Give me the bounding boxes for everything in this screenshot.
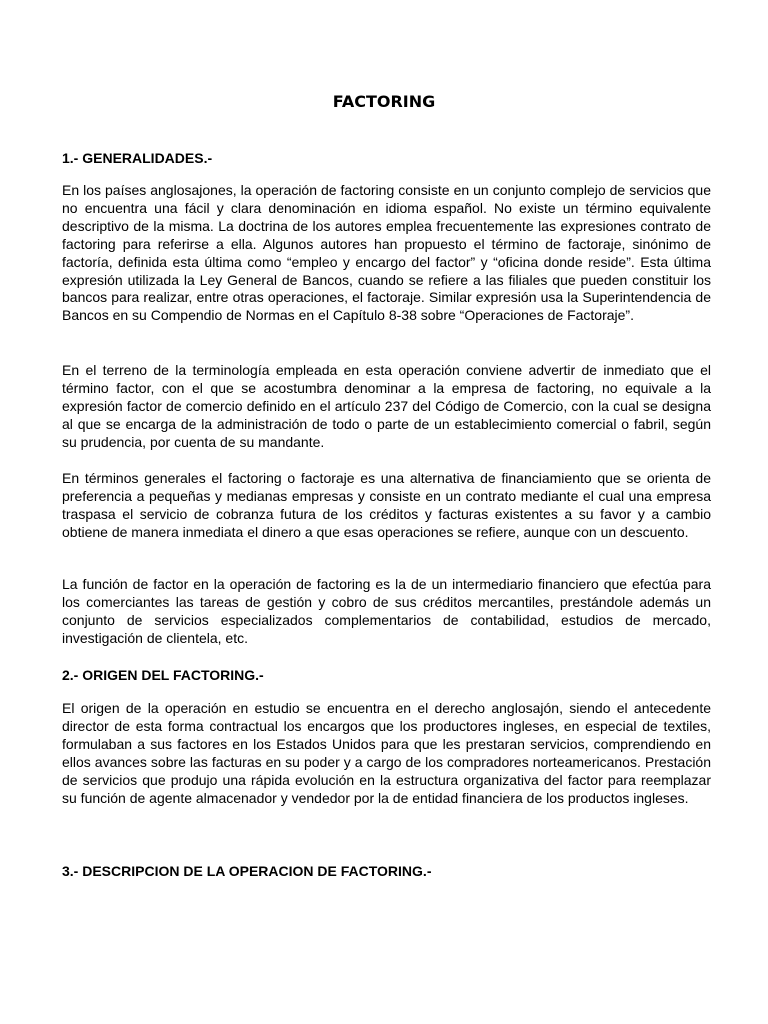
document-title: FACTORING [332, 92, 436, 111]
paragraph-origen: El origen de la operación en estudio se encuentra en el derecho anglosajón, siendo el antecedente director de esta forma contractual los encargos que los productores ingleses, en especial de textiles, formulaban a sus factores en los Estados Unidos para que les prestaran servicios, comprendiendo en ellos avances sobre las facturas en su poder y a cargo de los compradores norteamericanos. Prestación de servicios que produjo una rápida evolución en la estructura organizativa del factor para reemplazar su función de agente almacenador y vendedor por la de entidad financiera de los productos ingleses. [62, 700, 711, 806]
section-heading-descripcion: 3.- DESCRIPCION DE LA OPERACION DE FACTORING.- [62, 863, 432, 879]
paragraph-anglosajones: En los países anglosajones, la operación de factoring consiste en un conjunto complejo de servicios que no encuentra una fácil y clara denominación en idioma español. No existe un término equivalente descriptivo de la misma. La doctrina de los autores emplea frecuentemente las expresiones contrato de factoring para referirse a ella. Algunos autores han propuesto el término de factoraje, sinónimo de factoría, definida esta última como “empleo y encargo del factor” y “oficina donde reside”. Esta última expresión utilizada la Ley General de Bancos, cuando se refiere a las filiales que pueden constituir los bancos para realizar, entre otras operaciones, el factoraje. Similar expresión usa la Superintendencia de Bancos en su Compendio de Normas en el Capítulo 8-38 sobre “Operaciones de Factoraje”. [62, 182, 711, 324]
paragraph-terminologia: En el terreno de la terminología empleada en esta operación conviene advertir de inmediato que el término factor, con el que se acostumbra denominar a la empresa de factoring, no equivale a la expresión factor de comercio definido en el artículo 237 del Código de Comercio, con la cual se designa al que se encarga de la administración de todo o parte de un establecimiento comercial o fabril, según su prudencia, por cuenta de su mandante. [62, 362, 711, 450]
paragraph-terminos-generales: En términos generales el factoring o factoraje es una alternativa de financiamiento que se orienta de preferencia a pequeñas y medianas empresas y consiste en un contrato mediante el cual una empresa traspasa el servicio de cobranza futura de los créditos y facturas existentes a su favor y a cambio obtiene de manera inmediata el dinero a que esas operaciones se refiere, aunque con un descuento. [62, 470, 711, 540]
section-heading-origen: 2.- ORIGEN DEL FACTORING.- [62, 667, 264, 683]
section-heading-generalidades: 1.- GENERALIDADES.- [62, 150, 213, 166]
paragraph-funcion-factor: La función de factor en la operación de factoring es la de un intermediario financiero que efectúa para los comerciantes las tareas de gestión y cobro de sus créditos mercantiles, prestándole además un conjunto de servicios especializados complementarios de contabilidad, estudios de mercado, investigación de clientela, etc. [62, 576, 711, 646]
